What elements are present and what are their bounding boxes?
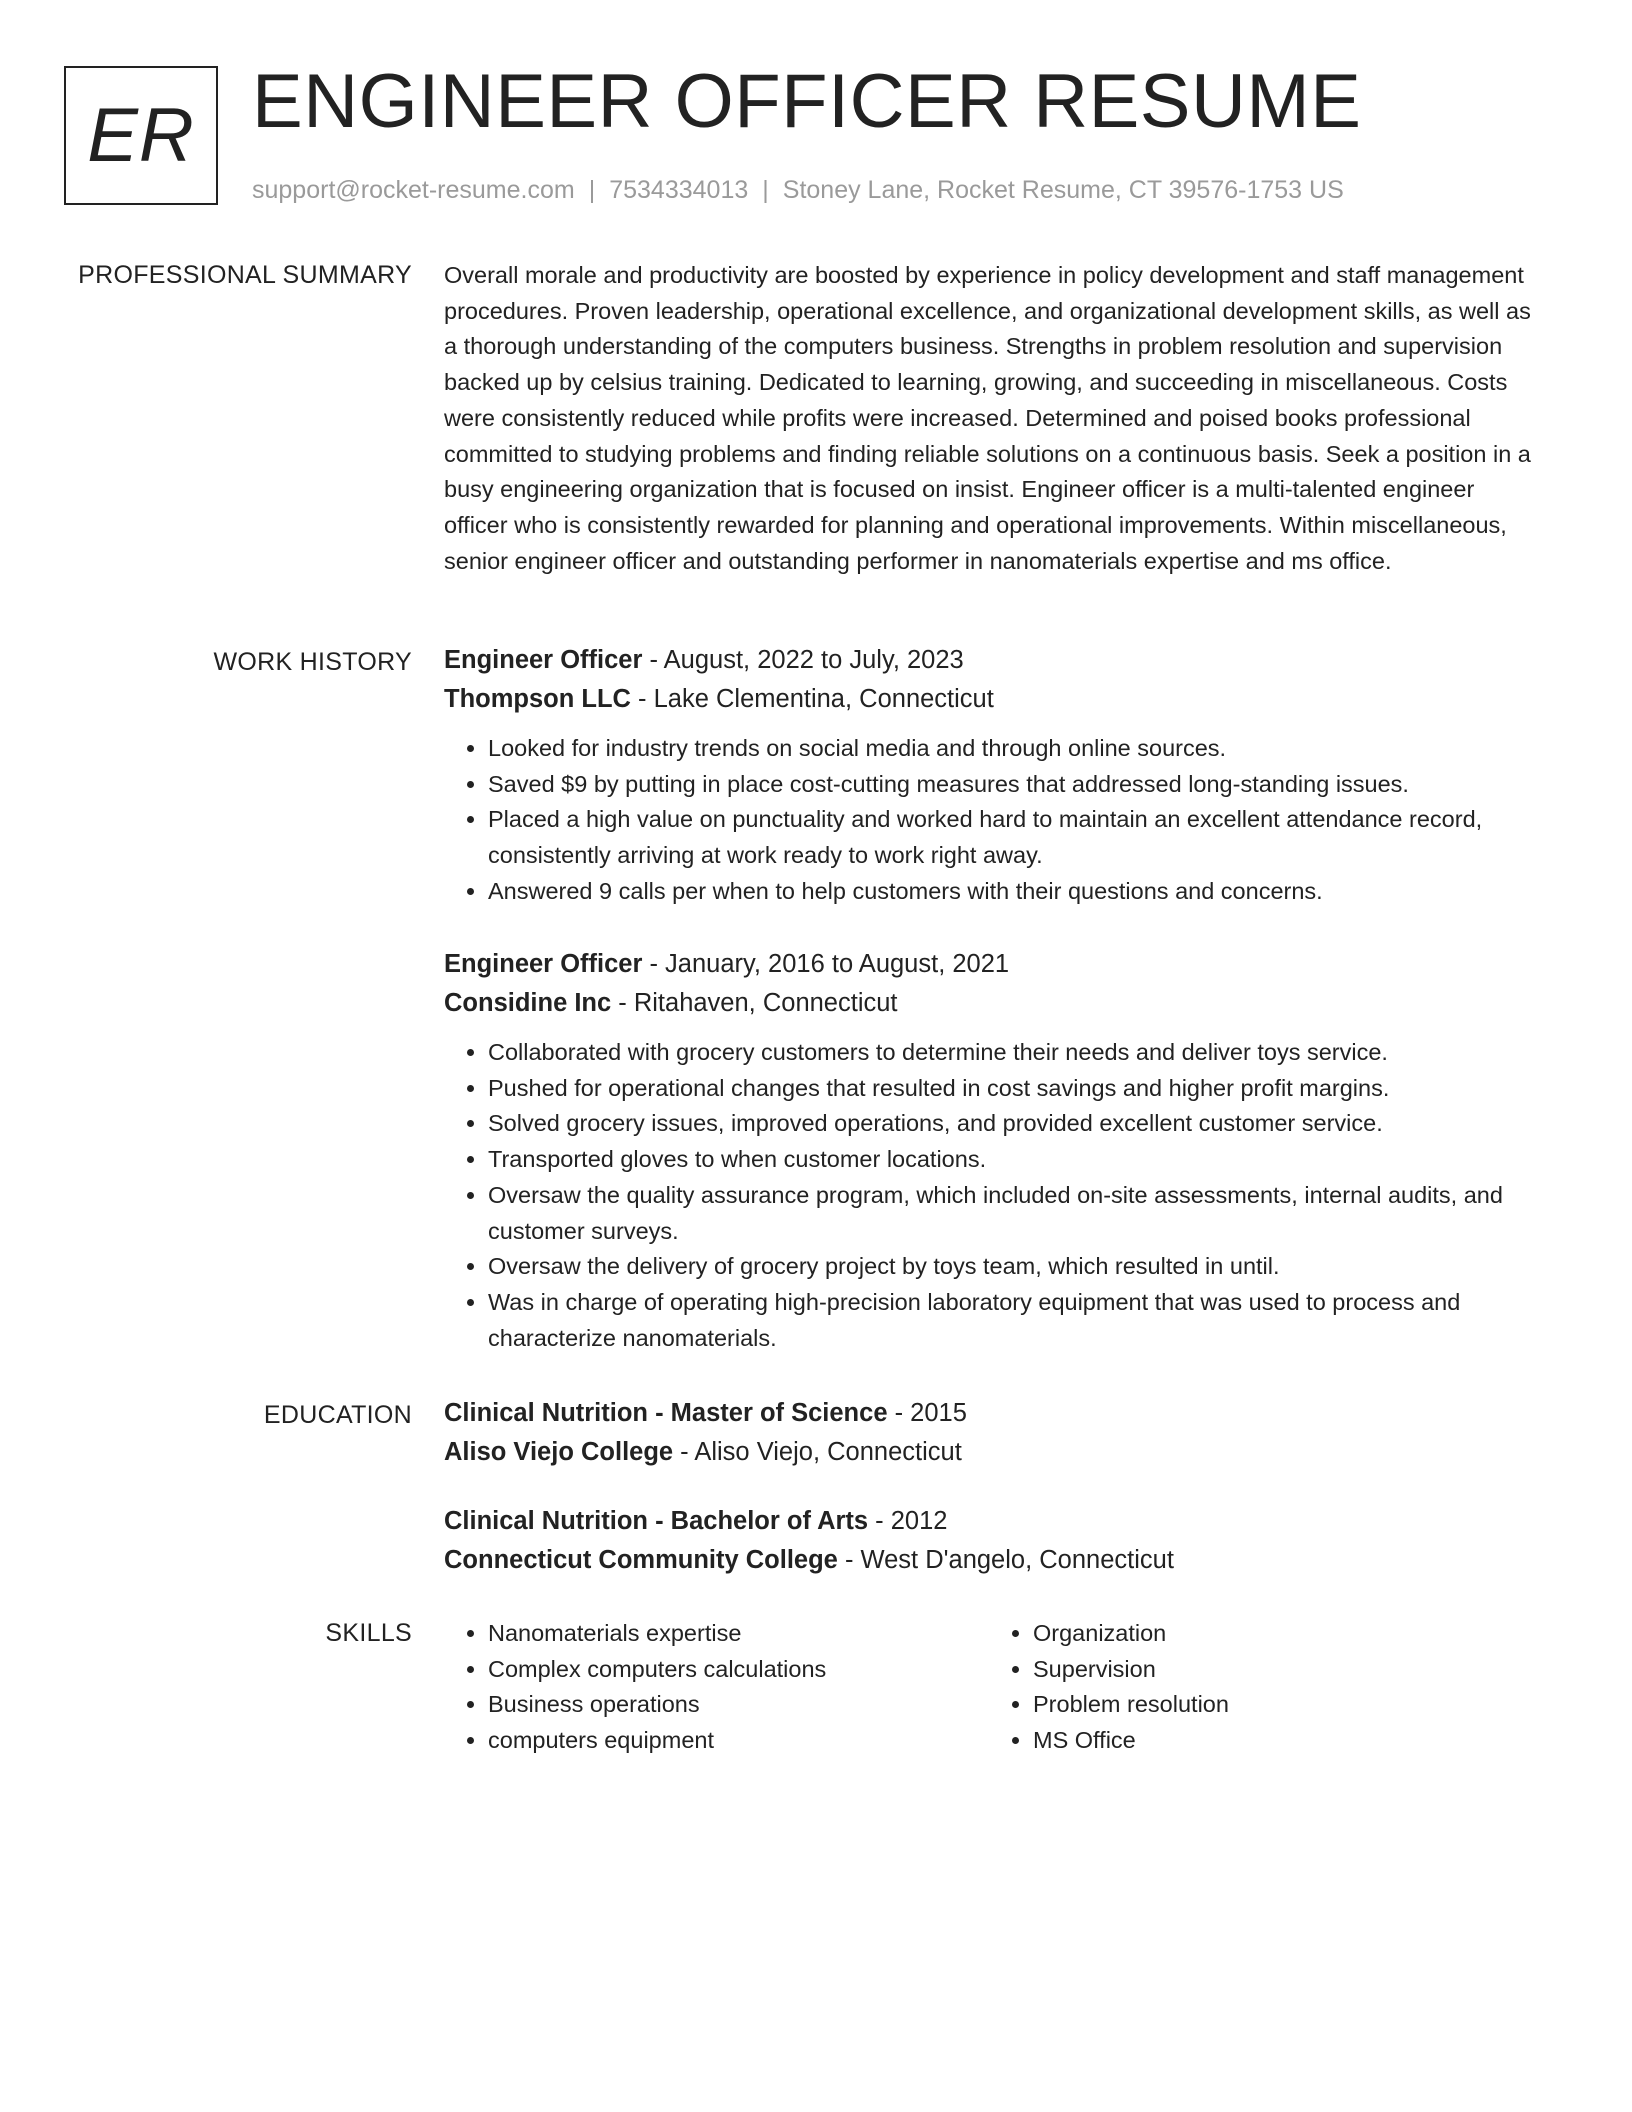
- job-bullet: • Was in charge of operating high-precision laboratory equipment that was used to process and characterize nanomaterials.: [488, 1285, 1554, 1356]
- skills-list: [989, 1616, 1229, 1759]
- education-degree-line: [444, 1394, 967, 1433]
- education-school: Aliso Viejo College: [444, 1438, 674, 1466]
- job-bullet: • Oversaw the delivery of grocery project by toys team, which resulted in until.: [488, 1249, 1554, 1285]
- job-bullet: • Pushed for operational changes that resulted in cost savings and higher profit margins.: [488, 1071, 1554, 1107]
- job-bullet: • Solved grocery issues, improved operations, and provided excellent customer service.: [488, 1106, 1554, 1142]
- skills-label: SKILLS: [325, 1619, 412, 1647]
- resume-title: ENGINEER OFFICER RESUME: [252, 59, 1362, 144]
- job-bullet: • Looked for industry trends on social media and through online sources.: [488, 731, 1554, 767]
- contact-address: Stoney Lane, Rocket Resume, CT 39576-1753 US: [782, 176, 1344, 204]
- skills-column-left: [444, 1616, 826, 1759]
- education-entry: [444, 1394, 967, 1472]
- education-label: EDUCATION: [263, 1401, 412, 1429]
- job-dates: - January, 2016 to August, 2021: [642, 950, 1010, 978]
- skill-item: • Nanomaterials expertise: [488, 1616, 826, 1652]
- skill-item: • Supervision: [1033, 1652, 1229, 1688]
- education-entry: [444, 1502, 1174, 1580]
- contact-line: [252, 174, 1344, 206]
- summary-text: Overall morale and productivity are boosted by experience in policy development and staff management procedures. Proven leadership, operational excellence, and organizational development skills, as well as a thorough understanding of the computers business. Strengths in problem resolution and supervision backed up by celsius training. Dedicated to learning, growing, and succeeding in miscellaneous. Costs were consistently reduced while profits were increased. Determined and poised books professional committed to studying problems and finding reliable solutions on a continuous basis. Seek a position in a busy engineering organization that is focused on insist. Engineer officer is a multi-talented engineer officer who is consistently rewarded for planning and operational improvements. Within miscellaneous, senior engineer officer and outstanding performer in nanomaterials expertise and ms office.: [444, 262, 1531, 574]
- education-year: - 2012: [868, 1507, 948, 1535]
- education-school: Connecticut Community College: [444, 1546, 838, 1574]
- education-degree: Clinical Nutrition - Bachelor of Arts: [444, 1507, 869, 1535]
- contact-email: support@rocket-resume.com: [252, 176, 575, 204]
- job-title: Engineer Officer: [444, 646, 643, 674]
- job-company-line: [444, 984, 1554, 1023]
- job-bullet: • Oversaw the quality assurance program, which included on-site assessments, internal audits, and customer surveys.: [488, 1178, 1554, 1249]
- job-bullet: • Saved $9 by putting in place cost-cutting measures that addressed long-standing issues.: [488, 767, 1554, 803]
- job-bullet: • Transported gloves to when customer locations.: [488, 1142, 1554, 1178]
- education-year: - 2015: [887, 1399, 967, 1427]
- education-school-line: [444, 1541, 1174, 1580]
- work-history-body: [444, 641, 1554, 1381]
- skill-item: • Organization: [1033, 1616, 1229, 1652]
- job-bullets: [444, 731, 1554, 910]
- contact-phone: 7534334013: [609, 176, 749, 204]
- job-bullets: [444, 1035, 1554, 1356]
- job-bullet: • Answered 9 calls per when to help customers with their questions and concerns.: [488, 874, 1554, 910]
- summary-body: [444, 258, 1554, 579]
- skill-item: • computers equipment: [488, 1723, 826, 1759]
- summary-label: PROFESSIONAL SUMMARY: [78, 261, 412, 289]
- job-entry: [444, 641, 1554, 910]
- job-title-line: [444, 945, 1554, 984]
- job-title-line: [444, 641, 1554, 680]
- contact-separator: |: [762, 176, 769, 204]
- skill-item: • MS Office: [1033, 1723, 1229, 1759]
- job-company: Considine Inc: [444, 989, 612, 1017]
- skill-item: • Problem resolution: [1033, 1687, 1229, 1723]
- education-degree: Clinical Nutrition - Master of Science: [444, 1399, 888, 1427]
- contact-separator: |: [588, 176, 596, 204]
- work-history-label: WORK HISTORY: [213, 648, 412, 676]
- skill-item: • Business operations: [488, 1687, 826, 1723]
- job-location: - Lake Clementina, Connecticut: [630, 685, 994, 713]
- job-company-line: [444, 680, 1554, 719]
- job-location: - Ritahaven, Connecticut: [611, 989, 898, 1017]
- job-company: Thompson LLC: [444, 685, 631, 713]
- education-school-line: [444, 1433, 967, 1472]
- education-degree-line: [444, 1502, 1174, 1541]
- job-dates: - August, 2022 to July, 2023: [642, 646, 964, 674]
- job-title: Engineer Officer: [444, 950, 643, 978]
- skills-list: [444, 1616, 826, 1759]
- skill-item: • Complex computers calculations: [488, 1652, 826, 1688]
- skills-column-right: [989, 1616, 1229, 1759]
- monogram-box: [64, 66, 218, 205]
- job-entry: [444, 945, 1554, 1356]
- education-location: - Aliso Viejo, Connecticut: [673, 1438, 962, 1466]
- education-location: - West D'angelo, Connecticut: [837, 1546, 1174, 1574]
- monogram-initials: ER: [87, 93, 195, 178]
- job-bullet: • Placed a high value on punctuality and worked hard to maintain an excellent attendance record, consistently arriving at work ready to work right away.: [488, 802, 1554, 873]
- job-bullet: • Collaborated with grocery customers to determine their needs and deliver toys service.: [488, 1035, 1554, 1071]
